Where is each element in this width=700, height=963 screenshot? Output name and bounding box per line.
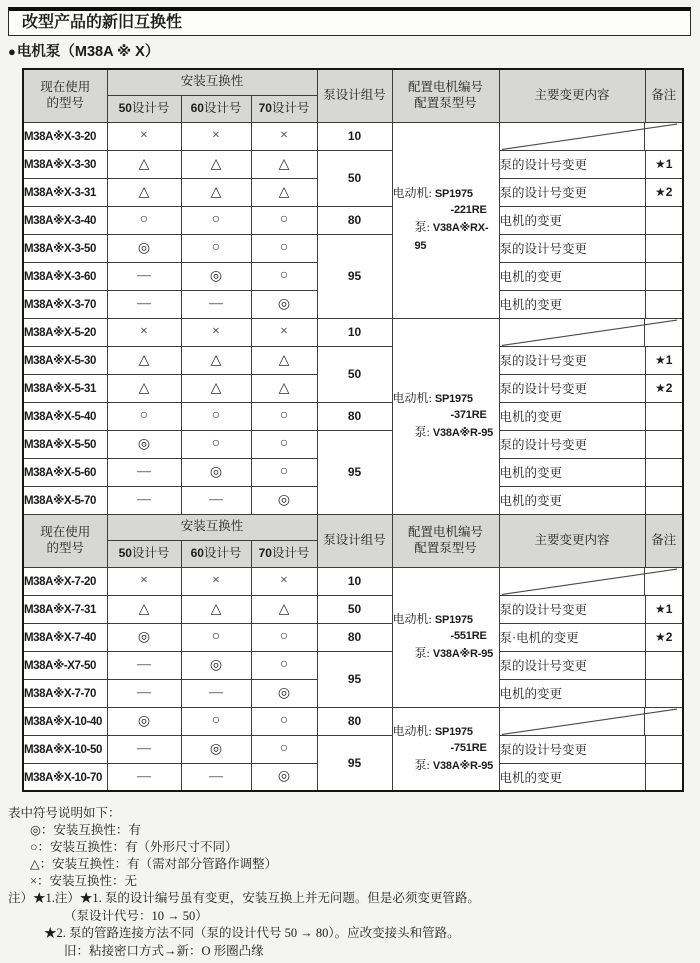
model-cell: M38A※X-5-30 — [23, 346, 107, 374]
motor-pump-config — [392, 122, 499, 318]
compat-symbol: △ — [181, 178, 251, 206]
main-change-text: 泵的设计号变更 — [499, 735, 645, 763]
main-change-text: 泵的设计号变更 — [499, 374, 645, 402]
compat-symbol: △ — [181, 150, 251, 178]
bullet-icon: ● — [8, 44, 16, 59]
header-current-model-line1: 现在使用 — [40, 80, 91, 95]
pump-design-group-value: 95 — [317, 651, 392, 707]
compat-symbol: △ — [181, 346, 251, 374]
design-no-number: 50 — [118, 545, 132, 560]
compat-symbol: △ — [107, 178, 181, 206]
table-header-row — [23, 514, 683, 540]
compat-symbol: △ — [107, 346, 181, 374]
compat-symbol: ○ — [251, 262, 317, 290]
pump-model: V38A※RX-95 — [414, 222, 489, 252]
table-row — [23, 707, 683, 735]
model-cell: M38A※X-3-30 — [23, 150, 107, 178]
design-no-number: 60 — [190, 545, 204, 560]
remark-star: ★2 — [645, 623, 683, 651]
header-pump-design-group: 泵设计组号 — [317, 69, 392, 122]
main-change-text: 电机的变更 — [499, 679, 645, 707]
compat-symbol: × — [251, 318, 317, 346]
header-main-change: 主要变更内容 — [499, 514, 645, 567]
motor-number-line1 — [393, 611, 499, 629]
header-remarks: 备注 — [645, 69, 683, 122]
main-change-text: 泵的设计号变更 — [499, 430, 645, 458]
change-diagonal-cell — [499, 567, 683, 595]
compat-symbol: — — [107, 735, 181, 763]
motor-number: SP1975 — [434, 725, 473, 738]
compat-symbol: ◎ — [251, 679, 317, 707]
header-design-no: 60设计号 — [181, 95, 251, 122]
model-cell: M38A※X-5-70 — [23, 486, 107, 514]
compat-symbol: △ — [107, 150, 181, 178]
motor-number: SP1975 — [434, 188, 473, 201]
compat-symbol: △ — [181, 595, 251, 623]
compat-symbol: ◎ — [251, 486, 317, 514]
table-row — [23, 430, 683, 458]
model-cell: M38A※X-3-40 — [23, 206, 107, 234]
remark-star: ★1 — [645, 150, 683, 178]
compat-symbol: △ — [251, 178, 317, 206]
main-change-text: 电机的变更 — [499, 402, 645, 430]
compat-symbol: △ — [251, 346, 317, 374]
pump-design-group-value: 80 — [317, 402, 392, 430]
pump-model: V38A※R-95 — [432, 759, 494, 772]
main-change-text: 泵的设计号变更 — [499, 346, 645, 374]
header-config-motor — [392, 69, 499, 122]
section-subtitle-text: 电机泵（M38A ※ X） — [16, 44, 160, 60]
model-cell: M38A※X-3-60 — [23, 262, 107, 290]
page-title — [8, 7, 691, 36]
main-change-text: 泵的设计号变更 — [499, 178, 645, 206]
table-row — [23, 150, 683, 178]
compat-symbol: ○ — [107, 402, 181, 430]
compat-symbol: △ — [251, 595, 317, 623]
model-cell: M38A※X-3-70 — [23, 290, 107, 318]
table-row — [23, 318, 683, 346]
main-change-text: 电机的变更 — [499, 763, 645, 791]
cell-divider — [644, 568, 645, 595]
pump-design-group-value: 10 — [317, 567, 392, 595]
compat-symbol: ○ — [251, 707, 317, 735]
model-cell: M38A※X-3-50 — [23, 234, 107, 262]
motor-number-line2: -751RE — [450, 741, 487, 754]
header-current-model-line1: 现在使用 — [40, 524, 91, 539]
cell-divider — [644, 123, 645, 150]
change-diagonal-cell — [499, 707, 683, 735]
header-design-no: 70设计号 — [251, 540, 317, 567]
motor-pump-config — [392, 707, 499, 791]
remark-star: ★1 — [645, 595, 683, 623]
model-cell: M38A※X-7-40 — [23, 623, 107, 651]
motor-number-line2: -551RE — [450, 630, 487, 643]
pump-model: V38A※R-95 — [432, 647, 494, 660]
remark-star — [645, 206, 683, 234]
compat-symbol: ◎ — [107, 234, 181, 262]
compat-symbol: × — [251, 122, 317, 150]
design-no-number: 50 — [118, 100, 132, 115]
legend-intro: 表中符号说明如下： — [8, 806, 121, 820]
section-subtitle — [8, 40, 159, 61]
pump-design-group-value: 50 — [317, 150, 392, 206]
pump-design-group-value: 10 — [317, 122, 392, 150]
model-cell: M38A※X-7-20 — [23, 567, 107, 595]
table-row — [23, 595, 683, 623]
motor-number: SP1975 — [434, 614, 473, 627]
header-config-motor — [392, 514, 499, 567]
change-diagonal-cell — [499, 318, 683, 346]
header-install-compat: 安装互换性 — [107, 69, 317, 95]
pump-design-group-value: 80 — [317, 206, 392, 234]
motor-number-line1 — [393, 723, 499, 741]
compat-symbol: × — [107, 122, 181, 150]
footnote-line: 注）★1.注）★1. 泵的设计编号虽有变更，安装互换上并无问题。但是必须变更管路。 — [8, 891, 480, 905]
motor-number-line2: -371RE — [450, 409, 487, 422]
compat-symbol: × — [181, 122, 251, 150]
header-config-motor-line2: 配置泵型号 — [414, 95, 477, 110]
model-cell: M38A※X-3-31 — [23, 178, 107, 206]
table-header-row — [23, 69, 683, 95]
pump-design-group-value: 10 — [317, 318, 392, 346]
compat-symbol: ○ — [251, 651, 317, 679]
pump-design-group-value: 95 — [317, 735, 392, 791]
header-current-model-line2: 的型号 — [46, 95, 84, 110]
table-row — [23, 735, 683, 763]
main-change-text: 电机的变更 — [499, 262, 645, 290]
motor-number: SP1975 — [434, 393, 473, 406]
model-cell: M38A※X-5-50 — [23, 430, 107, 458]
diagonal-line — [500, 568, 683, 595]
main-change-text: 电机的变更 — [499, 206, 645, 234]
header-design-no: 60设计号 — [181, 540, 251, 567]
compat-symbol: — — [107, 458, 181, 486]
main-change-text: 电机的变更 — [499, 486, 645, 514]
pump-design-group-value: 80 — [317, 623, 392, 651]
compat-symbol: ○ — [181, 402, 251, 430]
model-cell: M38A※X-5-31 — [23, 374, 107, 402]
remark-star: ★2 — [645, 374, 683, 402]
compat-symbol: △ — [251, 150, 317, 178]
main-change-text: 电机的变更 — [499, 458, 645, 486]
legend-item: ◎：安装互换性：有 — [30, 823, 141, 837]
main-change-text: 泵的设计号变更 — [499, 150, 645, 178]
pump-design-group-value: 80 — [317, 707, 392, 735]
motor-label: 电动机: — [392, 723, 432, 738]
model-cell: M38A※X-10-50 — [23, 735, 107, 763]
table-row — [23, 651, 683, 679]
compat-symbol: ○ — [251, 458, 317, 486]
motor-label: 电动机: — [392, 391, 432, 406]
compat-symbol: ○ — [181, 623, 251, 651]
remark-star — [645, 430, 683, 458]
remark-star — [645, 651, 683, 679]
compat-symbol: ○ — [251, 735, 317, 763]
compat-symbol: ◎ — [181, 262, 251, 290]
main-change-text: 电机的变更 — [499, 290, 645, 318]
header-config-motor-line1: 配置电机编号 — [407, 524, 483, 539]
compat-symbol: × — [181, 318, 251, 346]
pump-design-group-value: 95 — [317, 430, 392, 514]
table-row — [23, 567, 683, 595]
table-row — [23, 122, 683, 150]
design-no-number: 60 — [190, 100, 204, 115]
compat-symbol: — — [181, 763, 251, 791]
compatibility-table — [22, 68, 684, 792]
header-design-no: 50设计号 — [107, 540, 181, 567]
header-config-motor-line2: 配置泵型号 — [414, 540, 477, 555]
compat-symbol: △ — [181, 374, 251, 402]
compat-symbol: ○ — [181, 707, 251, 735]
main-change-text: 泵的设计号变更 — [499, 651, 645, 679]
compat-symbol: ◎ — [181, 735, 251, 763]
pump-design-group-value: 50 — [317, 595, 392, 623]
motor-pump-config — [392, 567, 499, 707]
pump-model-line — [393, 645, 499, 663]
motor-pump-config — [392, 318, 499, 514]
remark-star — [645, 763, 683, 791]
compat-symbol: △ — [107, 595, 181, 623]
pump-label: 泵: — [414, 757, 430, 772]
header-install-compat: 安装互换性 — [107, 514, 317, 540]
pump-label: 泵: — [414, 645, 430, 660]
header-current-model — [23, 69, 107, 122]
legend-item: ×：安装互换性：无 — [30, 874, 138, 888]
compat-symbol: ○ — [251, 430, 317, 458]
compat-symbol: ○ — [251, 234, 317, 262]
remark-star — [645, 262, 683, 290]
compat-symbol: ◎ — [181, 651, 251, 679]
footnotes — [8, 890, 480, 960]
model-cell: M38A※X-7-31 — [23, 595, 107, 623]
compat-symbol: △ — [107, 374, 181, 402]
model-cell: M38A※X-5-40 — [23, 402, 107, 430]
diagonal-line — [500, 123, 683, 150]
model-cell: M38A※X-3-20 — [23, 122, 107, 150]
compat-symbol: ○ — [107, 206, 181, 234]
header-design-no: 50设计号 — [107, 95, 181, 122]
model-cell: M38A※X-10-40 — [23, 707, 107, 735]
change-diagonal-cell — [499, 122, 683, 150]
header-main-change: 主要变更内容 — [499, 69, 645, 122]
cell-divider — [644, 708, 645, 735]
remark-star — [645, 290, 683, 318]
motor-number-line2: -221RE — [450, 204, 487, 217]
table-row — [23, 623, 683, 651]
motor-number-line1 — [393, 185, 499, 203]
compat-symbol: — — [107, 486, 181, 514]
header-pump-design-group: 泵设计组号 — [317, 514, 392, 567]
compat-symbol: — — [107, 262, 181, 290]
model-cell: M38A※-X7-50 — [23, 651, 107, 679]
pump-model-line — [393, 219, 499, 255]
compat-symbol: × — [107, 567, 181, 595]
remark-star — [645, 458, 683, 486]
compat-symbol: ○ — [251, 623, 317, 651]
compat-symbol: — — [181, 679, 251, 707]
header-config-motor-line1: 配置电机编号 — [407, 80, 483, 95]
main-change-text: 泵的设计号变更 — [499, 234, 645, 262]
table-row — [23, 206, 683, 234]
pump-model-line — [393, 757, 499, 775]
compat-symbol: × — [107, 318, 181, 346]
motor-label: 电动机: — [392, 612, 432, 627]
diagonal-line — [500, 708, 683, 735]
compat-symbol: ○ — [251, 206, 317, 234]
model-cell: M38A※X-5-60 — [23, 458, 107, 486]
compat-symbol: — — [107, 763, 181, 791]
diagonal-line — [500, 319, 683, 346]
remark-star: ★1 — [645, 346, 683, 374]
pump-label: 泵: — [414, 220, 430, 234]
compat-symbol: ◎ — [251, 763, 317, 791]
compat-symbol: — — [107, 651, 181, 679]
compat-symbol: ◎ — [107, 623, 181, 651]
footnote-line: 旧：粘接密口方式→新：O 形圈凸缘 — [64, 943, 264, 958]
remark-star — [645, 234, 683, 262]
compat-symbol: — — [181, 290, 251, 318]
main-change-text: 泵·电机的变更 — [499, 623, 645, 651]
footnote-line: ★2. 泵的管路连接方法不同（泵的设计代号 50 → 80）。应改变接头和管路。 — [44, 926, 460, 940]
cell-divider — [644, 319, 645, 346]
motor-number-line1 — [393, 390, 499, 408]
model-cell: M38A※X-10-70 — [23, 763, 107, 791]
pump-model: V38A※R-95 — [432, 426, 494, 439]
design-no-number: 70 — [258, 100, 272, 115]
header-design-no: 70设计号 — [251, 95, 317, 122]
compat-symbol: — — [181, 486, 251, 514]
table-row — [23, 402, 683, 430]
symbol-legend — [8, 805, 277, 890]
page-title-text: 改型产品的新旧互换性 — [22, 14, 183, 31]
compat-symbol: △ — [251, 374, 317, 402]
pump-design-group-value: 95 — [317, 234, 392, 318]
pump-model-line — [393, 424, 499, 442]
compat-symbol: × — [181, 567, 251, 595]
table-row — [23, 234, 683, 262]
compat-symbol: — — [107, 679, 181, 707]
pump-label: 泵: — [414, 424, 430, 439]
legend-item: △：安装互换性：有（需对部分管路作调整） — [30, 857, 278, 871]
remark-star — [645, 486, 683, 514]
header-current-model — [23, 514, 107, 567]
compat-symbol: ◎ — [107, 430, 181, 458]
remark-star — [645, 735, 683, 763]
compat-symbol: ○ — [251, 402, 317, 430]
legend-item: ○：安装互换性：有（外形尺寸不同） — [30, 840, 238, 854]
remark-star: ★2 — [645, 178, 683, 206]
remark-star — [645, 679, 683, 707]
compat-symbol: ◎ — [181, 458, 251, 486]
model-cell: M38A※X-7-70 — [23, 679, 107, 707]
table-row — [23, 346, 683, 374]
compat-symbol: ○ — [181, 234, 251, 262]
footnote-line: （泵设计代号：10 → 50） — [64, 908, 208, 923]
compat-symbol: ○ — [181, 206, 251, 234]
header-current-model-line2: 的型号 — [46, 540, 84, 555]
header-remarks: 备注 — [645, 514, 683, 567]
compat-symbol: ○ — [181, 430, 251, 458]
design-no-number: 70 — [258, 545, 272, 560]
compat-symbol: ◎ — [251, 290, 317, 318]
compat-symbol: × — [251, 567, 317, 595]
compat-symbol: — — [107, 290, 181, 318]
motor-label: 电动机: — [392, 186, 432, 201]
remark-star — [645, 402, 683, 430]
model-cell: M38A※X-5-20 — [23, 318, 107, 346]
main-change-text: 泵的设计号变更 — [499, 595, 645, 623]
compat-symbol: ◎ — [107, 707, 181, 735]
pump-design-group-value: 50 — [317, 346, 392, 402]
